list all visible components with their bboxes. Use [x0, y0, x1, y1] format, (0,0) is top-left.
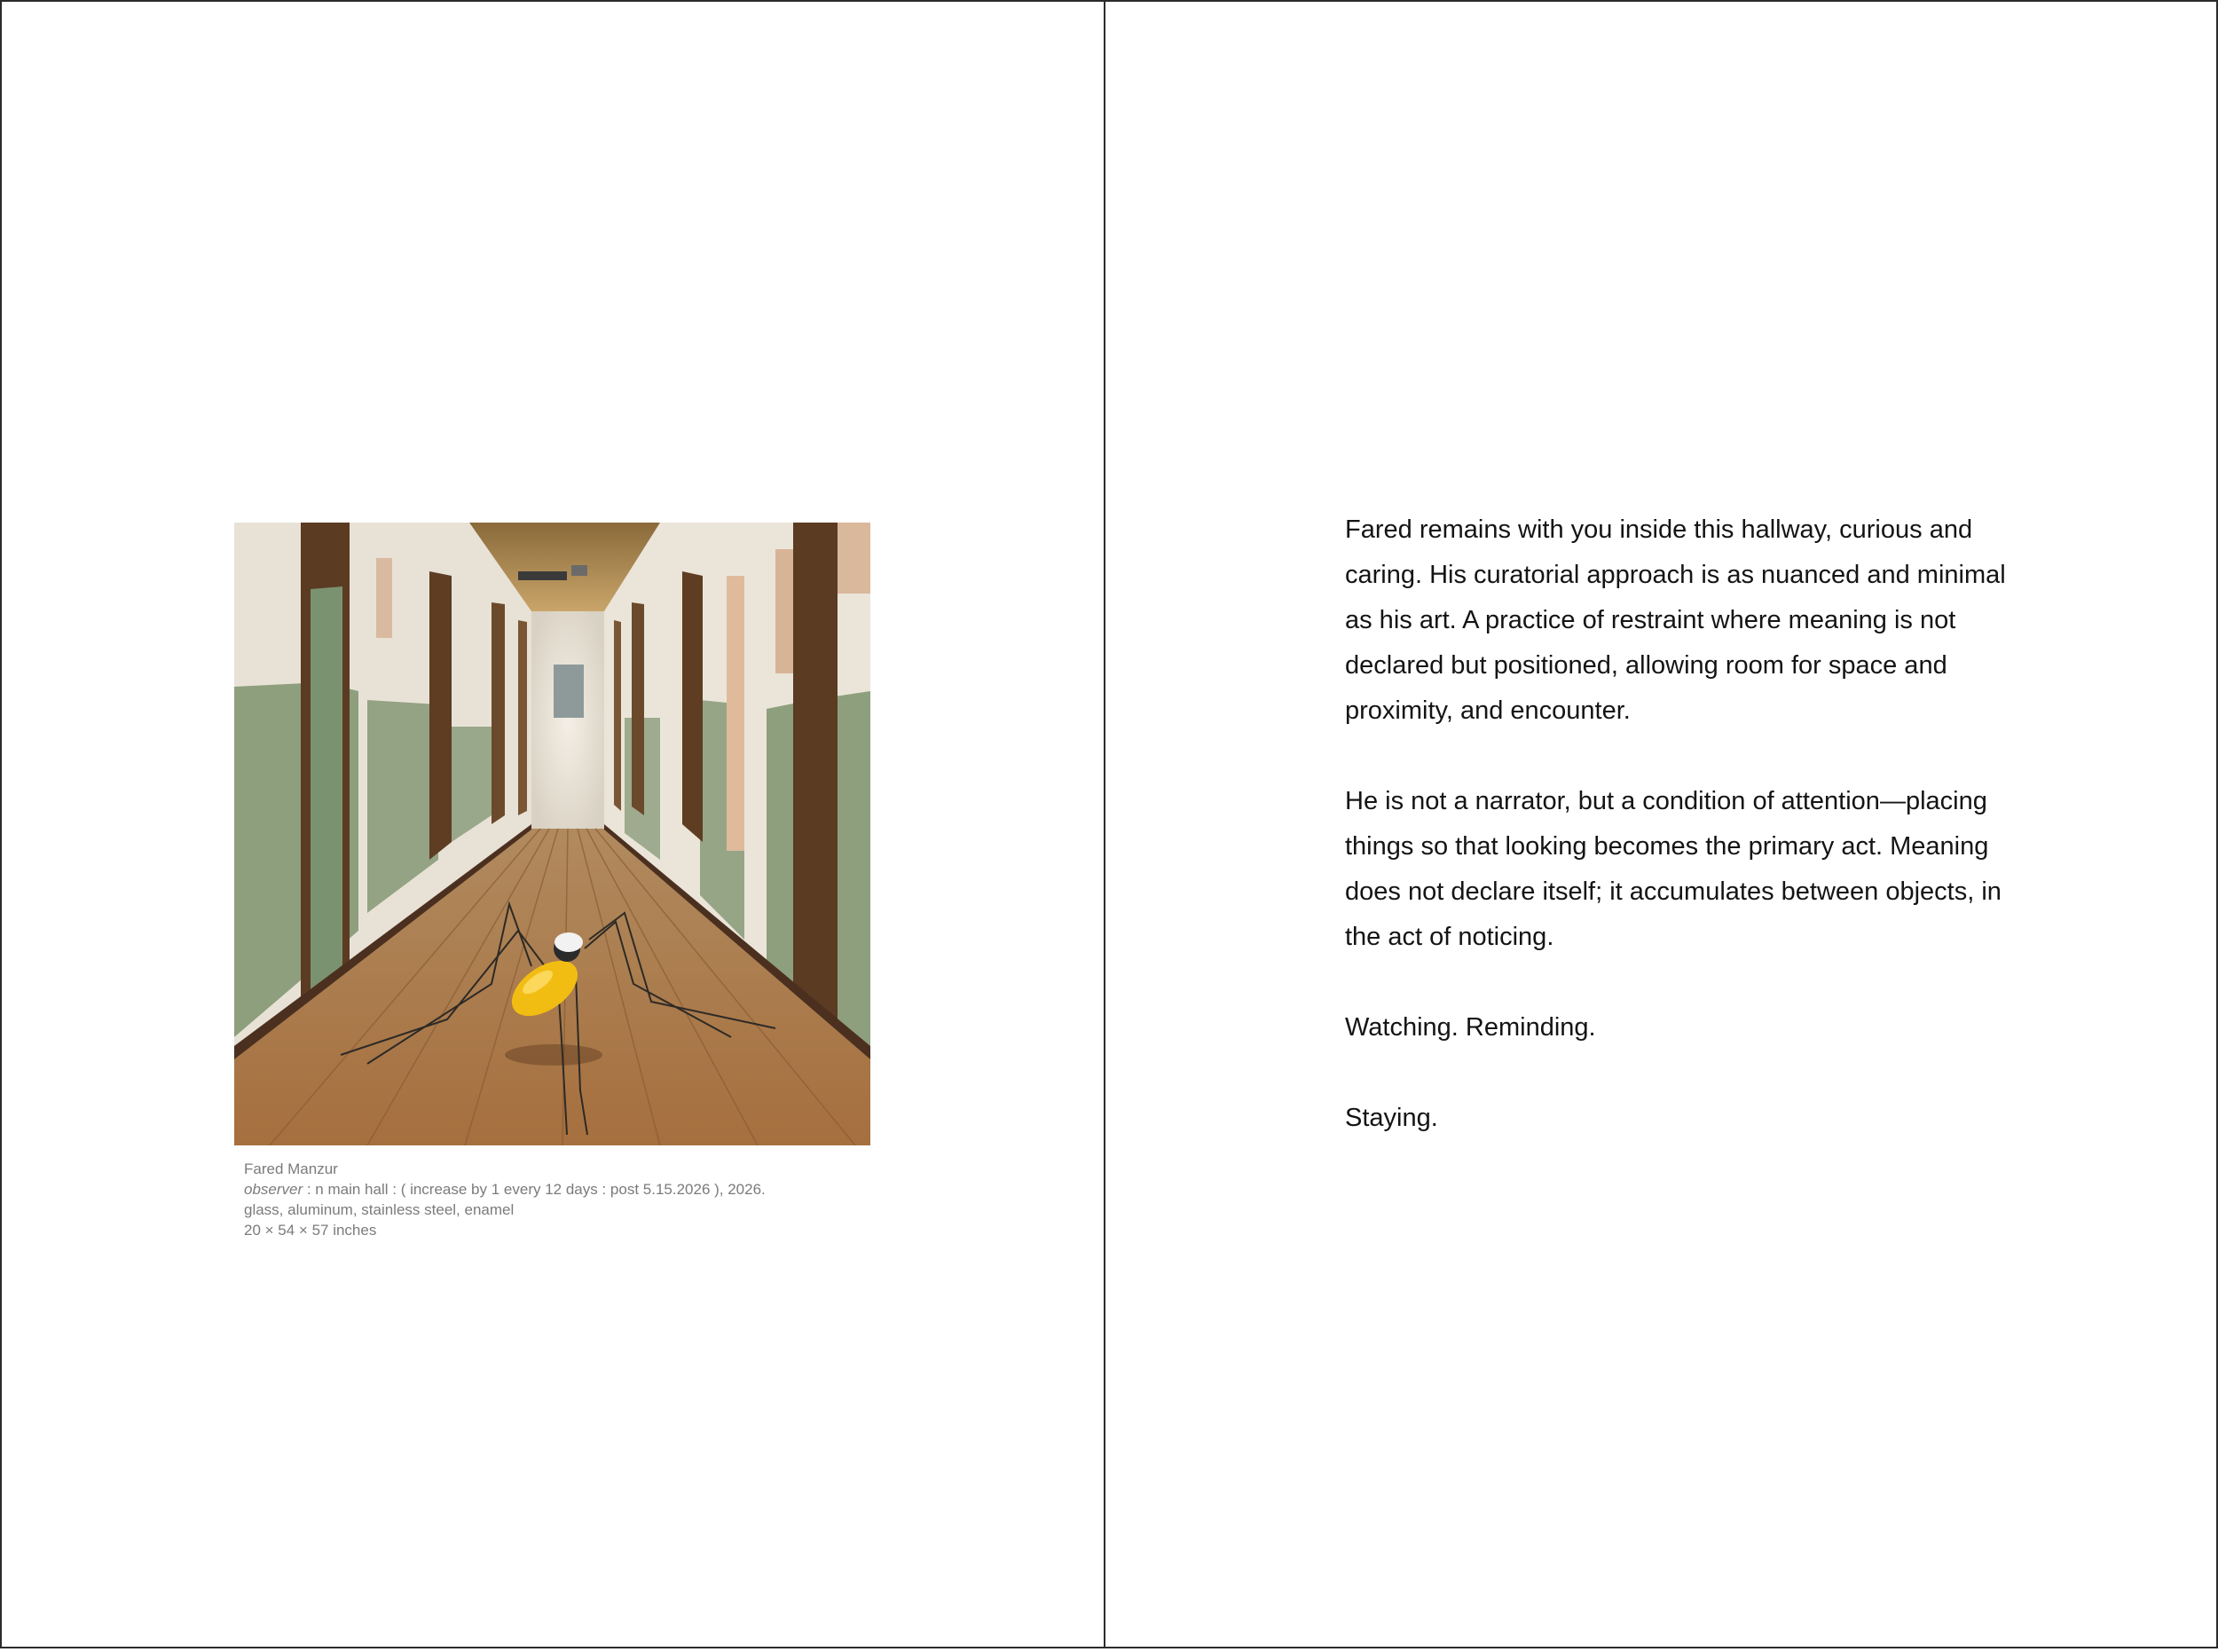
essay-paragraph: He is not a narrator, but a condition of attention—placing things so that looking becomes the primary act. Meaning does not declare itself; it accumulates between objects, in the act of noticing.: [1345, 787, 2002, 951]
hallway-sculpture-photo: [234, 523, 870, 1145]
caption-title-italic: observer: [244, 1181, 303, 1198]
caption-materials: glass, aluminum, stainless steel, enamel: [244, 1201, 515, 1218]
right-page: [1104, 0, 2218, 1648]
essay-paragraph: Staying.: [1345, 1104, 1438, 1132]
essay-paragraph: Fared remains with you inside this hallway, curious and caring. His curatorial approach is as nuanced and minimal as his art. A practice of restraint where meaning is not declared but positioned, allowing room for space and proximity, and encounter.: [1345, 515, 2006, 725]
essay-paragraph: Watching. Reminding.: [1345, 1013, 1596, 1042]
essay-text: [1345, 507, 2019, 1186]
caption-dimensions: 20 × 54 × 57 inches: [244, 1222, 377, 1239]
caption-title: [244, 1179, 954, 1200]
artwork-caption: [244, 1159, 954, 1240]
caption-artist: Fared Manzur: [244, 1160, 338, 1177]
left-page: [0, 0, 1105, 1648]
caption-title-rest: : n main hall : ( increase by 1 every 12 days : post 5.15.2026 ), 2026.: [303, 1181, 766, 1198]
